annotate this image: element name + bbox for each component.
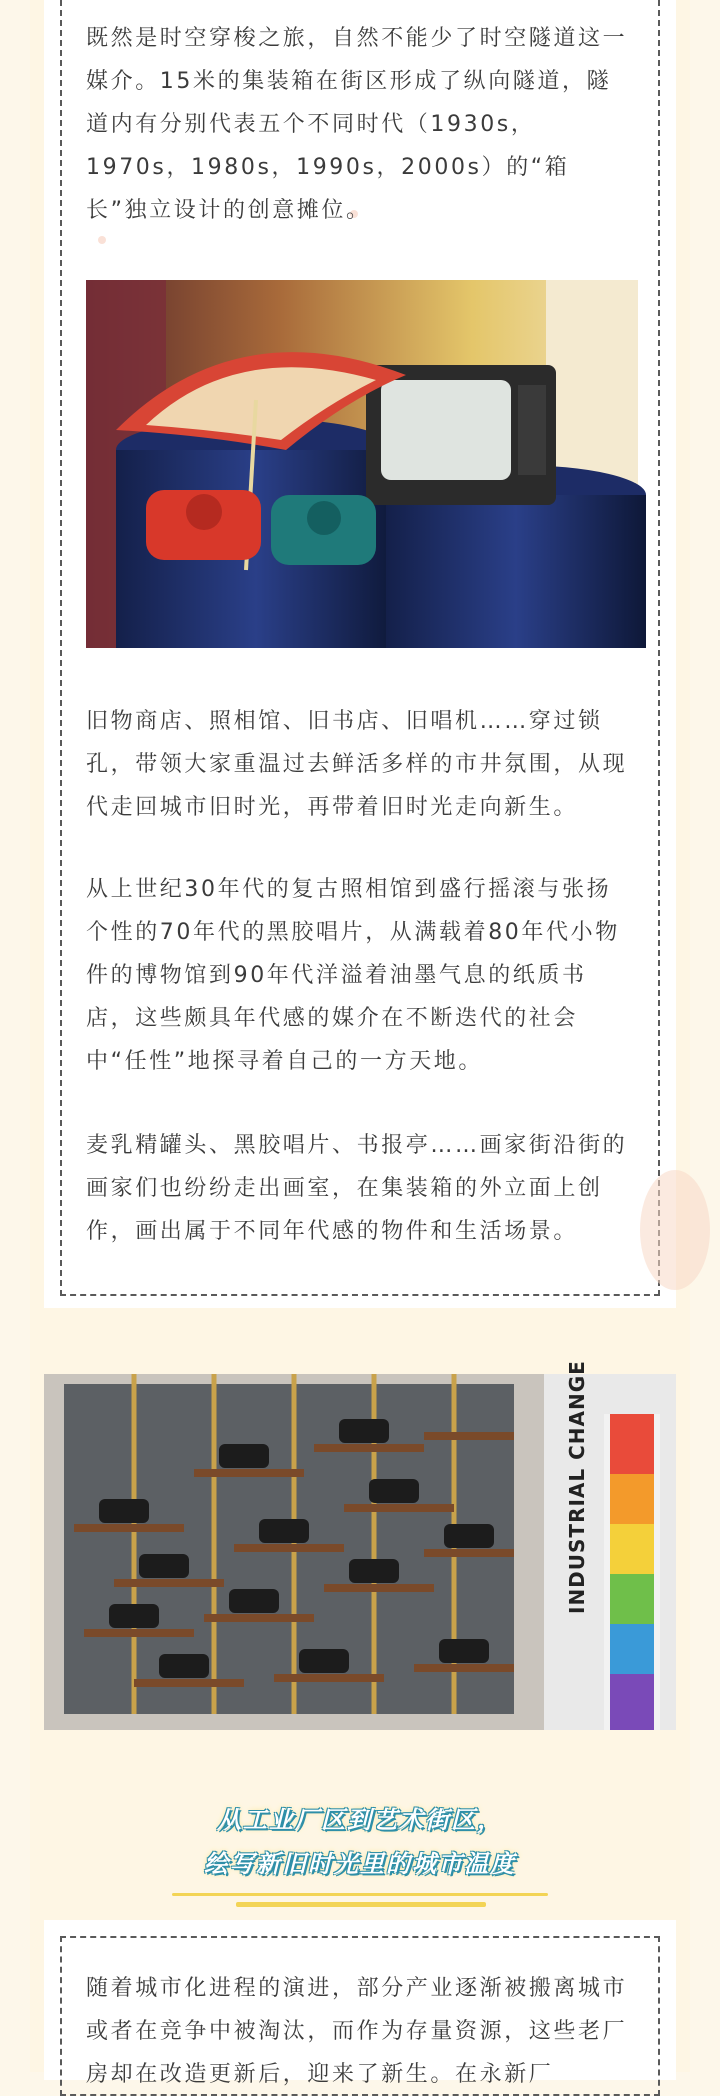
paragraph-painters-street: 麦乳精罐头、黑胶唱片、书报亭……画家街沿街的画家们也纷纷走出画室，在集装箱的外立面上创作，画出属于不同年代感的物件和生活场景。 [86, 1133, 628, 1244]
paragraph-time-tunnel: 既然是时空穿梭之旅，自然不能少了时空隧道这一媒介。15米的集装箱在街区形成了纵向隧道，隧道内有分别代表五个不同时代（1930s，1970s，1980s，1990s，2000s）的“箱长”独立设计的创意摊位。 [86, 26, 628, 223]
retro-objects-illustration [86, 280, 638, 648]
paragraph-urbanization: 随着城市化进程的演进，部分产业逐渐被搬离城市或者在竞争中被淘汰，而作为存量资源，这些老厂房却在改造更新后，迎来了新生。在永新厂 [86, 1976, 628, 2087]
sewing-machine-illustration [44, 1360, 676, 1730]
paragraph-old-shops: 旧物商店、照相馆、旧书店、旧唱机……穿过锁孔，带领大家重温过去鲜活多样的市井氛围，从现代走回城市旧时光，再带着旧时光走向新生。 [86, 709, 628, 820]
wall-text-industrial-change: INDUSTRIAL CHANGE [565, 1360, 589, 1614]
section-heading-line-2: 绘写新旧时光里的城市温度 [204, 1850, 516, 1878]
heading-underline-long [172, 1893, 548, 1896]
section-heading-line-1: 从工业厂区到艺术街区， [217, 1806, 503, 1834]
heading-underline-short [236, 1902, 486, 1907]
decor-petal [640, 1170, 710, 1290]
decor-petal [98, 236, 106, 244]
paragraph-decades-media: 从上世纪30年代的复古照相馆到盛行摇滚与张扬个性的70年代的黑胶唱片，从满载着80年代小物件的博物馆到90年代洋溢着油墨气息的纸质书店，这些颇具年代感的媒介在不断迭代的社会中“任性”地探寻着自己的一方天地。 [86, 877, 620, 1074]
photo-retro-objects [86, 280, 638, 648]
photo-sewing-machine-wall [44, 1360, 676, 1730]
